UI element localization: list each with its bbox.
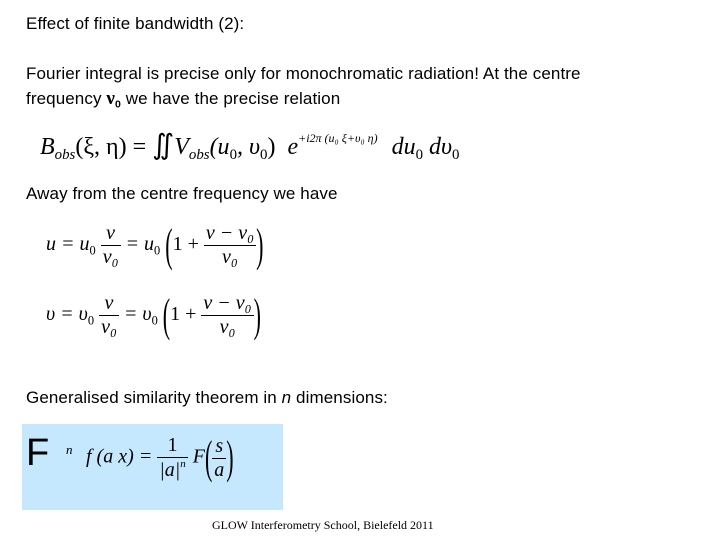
- double-integral-symbol: ∬: [152, 130, 175, 161]
- eq-v-args: (u: [209, 134, 230, 160]
- f-part: f (a x) =: [86, 445, 153, 468]
- n-symbol: n: [281, 388, 292, 407]
- slide-title: Effect of finite bandwidth (2):: [26, 14, 245, 33]
- frac-num: ν − ν₀: [205, 222, 255, 244]
- paragraph-3: [26, 388, 388, 408]
- equation-upsilon: $\upsilon = \upsilon_0$ $\frac{\nu}{\text{ν₀}}$ = $\upsilon_0$ (1 + $\frac{\text{ν − ν₀}}{\text{ν₀}}$ ): [46, 288, 261, 341]
- eq-v-lhs: υ = υ: [46, 303, 88, 326]
- frac-den: ν₀: [101, 316, 117, 338]
- text-segment: Generalised similarity theorem in: [26, 388, 282, 407]
- eq-exp-power: +i2π (u₀ ξ+υ₀ η): [298, 131, 378, 145]
- frac-den: [157, 458, 188, 482]
- eq-v-args3: ): [267, 134, 276, 160]
- eq-v-eq2: = υ: [123, 303, 152, 326]
- abs-a: |a|: [159, 459, 181, 481]
- frac-num: 1: [167, 434, 178, 456]
- eq-v-frac-2: [201, 292, 253, 339]
- similarity-expression: f (a x) = $\frac{1}{|a|^n}$ F( $\frac{s}{a}$ ): [86, 430, 234, 484]
- eq-v-sub: obs: [188, 147, 210, 164]
- eq-v: V: [174, 134, 189, 160]
- scaling-fraction: [157, 434, 188, 482]
- eq-u-lhs: u = u: [46, 233, 90, 256]
- fourier-operator-symbol: F: [26, 432, 50, 474]
- frac-den: ν₀: [102, 246, 119, 268]
- eq-exp-base: e: [287, 134, 299, 160]
- frac-den: ν₀: [219, 316, 236, 338]
- F2: F: [192, 445, 205, 468]
- eq-measure2: dυ: [423, 134, 453, 160]
- frac-num: ν − ν₀: [203, 292, 252, 314]
- eq-v-one: 1 +: [170, 303, 197, 326]
- frac-den: a: [214, 458, 225, 481]
- abs-exponent: n: [180, 458, 186, 470]
- eq-v-args2: , υ: [237, 134, 261, 160]
- eq-u-frac-1: [101, 222, 121, 269]
- eq-v-frac-1: [99, 292, 119, 339]
- similarity-theorem-box: [22, 424, 283, 510]
- paragraph-1-line-2: [26, 88, 340, 111]
- slide-footer: GLOW Interferometry School, Bielefeld 2011: [212, 518, 434, 532]
- inner-fraction: [212, 435, 226, 482]
- eq-u-one: 1 +: [172, 233, 199, 256]
- equation-bobs: $B_{obs}(\xi$, $\eta) = ∬V_{obs}(u_0$, $\upsilon_0$) $e^{+i2\pi (u_0 \xi+\upsilon_0 \eta)}$ $du_0$ $d\upsilon_0$: [40, 130, 460, 164]
- eq-measure: du: [391, 134, 416, 160]
- frac-num: s: [215, 434, 224, 457]
- frac-num: ν: [104, 292, 114, 314]
- frac-den: ν₀: [222, 246, 238, 268]
- eq-u-eq2: = u: [125, 233, 155, 256]
- eq-lhs-args: (ξ, η) =: [75, 134, 147, 160]
- nu-symbol: ν: [106, 88, 115, 109]
- text-segment: we have the precise relation: [120, 89, 341, 108]
- eq-lhs-sub: obs: [54, 147, 76, 164]
- n-exponent: n: [66, 442, 73, 457]
- eq-u-frac-2: [204, 222, 256, 269]
- text-segment: dimensions:: [291, 388, 388, 407]
- paragraph-2: Away from the centre frequency we have: [26, 184, 338, 203]
- equation-u: $u = u_0$ $\frac{\nu}{\text{ν₀}}$ = $u_0$ (1 + $\frac{\text{ν − ν₀}}{\text{ν₀}}$ ): [46, 218, 264, 271]
- nu-subscript: 0: [114, 98, 121, 111]
- paragraph-1-line-1: Fourier integral is precise only for monochromatic radiation! At the centre: [26, 64, 581, 83]
- text-segment: frequency: [26, 89, 107, 108]
- eq-lhs: B: [40, 134, 55, 160]
- frac-num: ν: [106, 222, 116, 244]
